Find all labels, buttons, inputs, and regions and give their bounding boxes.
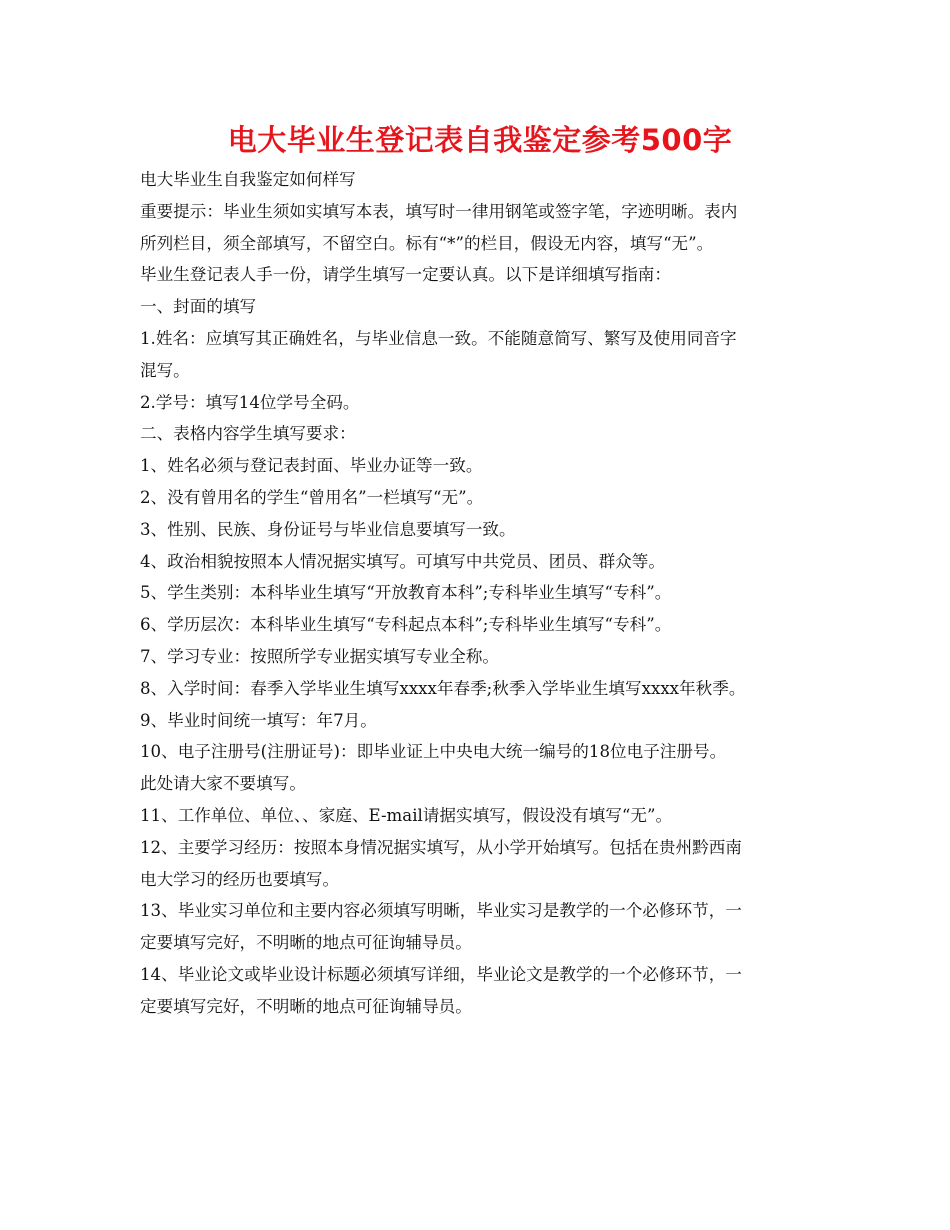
- text-line: 9、毕业时间统一填写：年7月。: [140, 710, 377, 730]
- text-line: 14、毕业论文或毕业设计标题必须填写详细，毕业论文是教学的一个必修环节，一: [140, 964, 742, 984]
- text-line: 5、学生类别：本科毕业生填写“开放教育本科”;专科毕业生填写“专科”。: [140, 583, 672, 603]
- document-title: 电大毕业生登记表自我鉴定参考500字: [227, 123, 733, 157]
- text-line: 1.姓名：应填写其正确姓名，与毕业信息一致。不能随意简写、繁写及使用同音字: [140, 328, 737, 348]
- document-body: [140, 164, 820, 1023]
- text-line: 二、表格内容学生填写要求：: [140, 424, 356, 444]
- text-line: 定要填写完好，不明晰的地点可征询辅导员。: [140, 996, 472, 1016]
- text-line: 7、学习专业：按照所学专业据实填写专业全称。: [140, 646, 500, 666]
- text-line: 电大学习的经历也要填写。: [140, 869, 340, 889]
- text-line: 混写。: [140, 360, 190, 380]
- text-line: 2.学号：填写14位学号全码。: [140, 392, 360, 412]
- text-line: 1、姓名必须与登记表封面、毕业办证等一致。: [140, 456, 483, 476]
- text-line: 2、没有曾用名的学生“曾用名”一栏填写“无”。: [140, 487, 484, 507]
- text-line: 12、主要学习经历：按照本身情况据实填写，从小学开始填写。包括在贵州黔西南: [140, 837, 742, 857]
- text-line: 10、电子注册号(注册证号)：即毕业证上中央电大统一编号的18位电子注册号。: [140, 742, 727, 762]
- text-line: 8、入学时间：春季入学毕业生填写xxxx年春季;秋季入学毕业生填写xxxx年秋季。: [140, 678, 746, 698]
- text-line: 13、毕业实习单位和主要内容必须填写明晰，毕业实习是教学的一个必修环节，一: [140, 901, 742, 921]
- text-line: 定要填写完好，不明晰的地点可征询辅导员。: [140, 933, 472, 953]
- text-line: 3、性别、民族、身份证号与毕业信息要填写一致。: [140, 519, 516, 539]
- text-line: 11、工作单位、单位、、家庭、E-mail请据实填写，假设没有填写“无”。: [140, 805, 673, 825]
- text-line: 4、政治相貌按照本人情况据实填写。可填写中共党员、团员、群众等。: [140, 551, 665, 571]
- text-line: 电大毕业生自我鉴定如何样写: [140, 170, 356, 189]
- text-line: 毕业生登记表人手一份，请学生填写一定要认真。以下是详细填写指南：: [140, 265, 671, 285]
- text-line: 所列栏目，须全部填写，不留空白。标有“*”的栏目，假设无内容，填写“无”。: [140, 233, 714, 253]
- text-line: 一、封面的填写: [140, 297, 257, 317]
- text-line: 此处请大家不要填写。: [140, 774, 306, 794]
- text-line: 重要提示：毕业生须如实填写本表，填写时一律用钢笔或签字笔，字迹明晰。表内: [140, 201, 738, 221]
- text-line: 6、学历层次：本科毕业生填写“专科起点本科”;专科毕业生填写“专科”。: [140, 615, 672, 635]
